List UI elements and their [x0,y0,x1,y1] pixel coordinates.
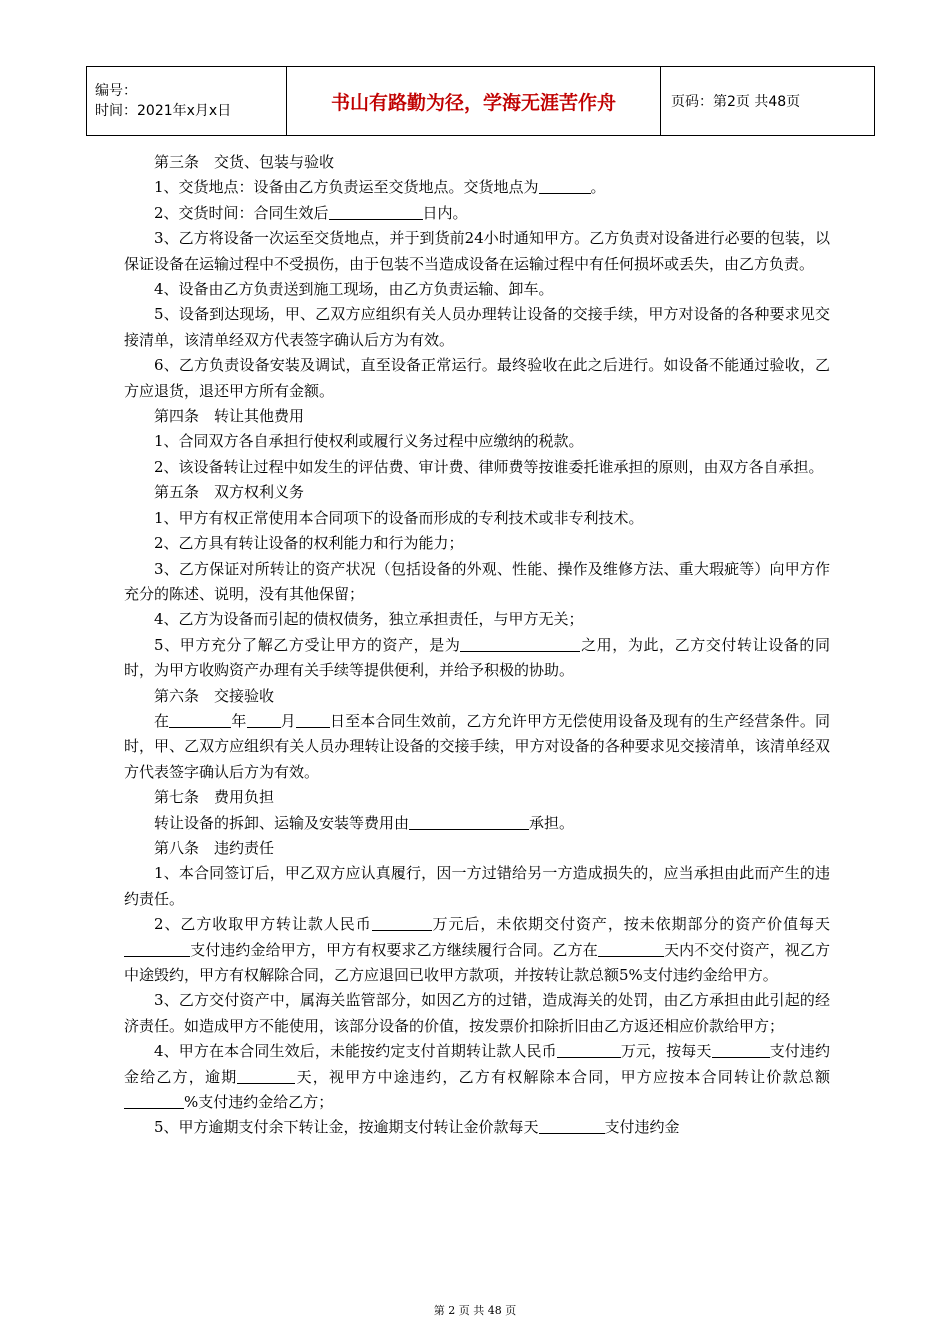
clause-paragraph [124,175,830,200]
fill-in-blank [296,712,330,728]
paragraph-text: 4、甲方在本合同生效后，未能按约定支付首期转让款人民币 [154,1042,557,1061]
clause-paragraph [124,531,830,556]
paragraph-text: 月 [280,711,296,730]
paragraph-text: 之用，为此，乙方交付转让设备的同时，为甲方收购资产办理有关手续等提供便利，并给予积极的协助。 [124,635,830,680]
page-footer: 第 2 页 共 48 页 [433,1304,517,1317]
paragraph-text: 3、乙方交付资产中，属海关监管部分，如因乙方的过错，造成海关的处罚，由乙方承担由此引起的经济责任。如造成甲方不能使用，该部分设备的价值，按发票价扣除折旧由乙方返还相应价款给甲方； [124,991,830,1035]
fill-in-blank [372,915,432,931]
fill-in-blank [712,1042,770,1058]
clause-paragraph [124,557,830,608]
fill-in-blank [539,178,591,194]
clause-paragraph [124,811,830,836]
paragraph-text: 2、该设备转让过程中如发生的评估费、审计费、律师费等按谁委托谁承担的原则，由双方各自承担。 [154,457,824,476]
fill-in-blank [557,1042,621,1058]
paragraph-text: 3、乙方将设备一次运至交货地点，并于到货前24小时通知甲方。乙方负责对设备进行必要的包装，以保证设备在运输过程中不受损伤，由于包装不当造成设备在运输过程中有任何损坏或丢失，由乙方负责。 [124,229,830,273]
paragraph-text: 。 [590,178,606,197]
document-time-label: 时间：2021年x月x日 [95,103,232,119]
clause-paragraph [124,455,830,480]
fill-in-blank [329,204,423,220]
paragraph-text: 第七条 费用负担 [154,788,275,807]
document-number-label: 编号： [95,83,137,99]
paragraph-text: 第八条 违约责任 [154,838,275,857]
fill-in-blank [539,1118,605,1134]
page-number-label: 页码：第2页 共48页 [671,94,801,110]
fill-in-blank [460,636,580,652]
clause-paragraph [124,633,830,684]
clause-paragraph [124,201,830,226]
fill-in-blank [247,712,281,728]
paragraph-text: 1、甲方有权正常使用本合同项下的设备而形成的专利技术或非专利技术。 [154,508,644,527]
paragraph-text: 第五条 双方权利义务 [154,483,305,502]
fill-in-blank [598,941,664,957]
page-header [86,66,875,136]
paragraph-text: 2、乙方收取甲方转让款人民币 [154,915,372,934]
clause-paragraph [124,277,830,302]
paragraph-text: 5、甲方逾期支付余下转让金，按逾期支付转让金价款每天 [154,1118,539,1137]
paragraph-text: 1、本合同签订后，甲乙双方应认真履行，因一方过错给另一方造成损失的，应当承担由此而产生的违约责任。 [124,864,830,908]
paragraph-text: 第六条 交接验收 [154,686,275,705]
clause-paragraph [124,988,830,1039]
paragraph-text: 2、交货时间：合同生效后 [154,203,329,222]
clause-paragraph [124,1115,830,1140]
paragraph-text: 5、设备到达现场，甲、乙双方应组织有关人员办理转让设备的交接手续，甲方对设备的各种要求见交接清单，该清单经双方代表签字确认后方为有效。 [124,305,830,349]
paragraph-text: 1、合同双方各自承担行使权利或履行义务过程中应缴纳的税款。 [154,432,584,451]
article-heading [124,404,830,429]
paragraph-text: 天内不交付资产，视乙方中途毁约，甲方有权解除合同，乙方应退回已收甲方款项，并按转让款总额5%支付违约金给甲方。 [124,940,830,984]
paragraph-text: 4、乙方为设备而引起的债权债务，独立承担责任，与甲方无关； [154,610,584,629]
paragraph-text: 万元，按每天 [620,1042,712,1061]
paragraph-text: 日至本合同生效前，乙方允许甲方无偿使用设备及现有的生产经营条件。同时，甲、乙双方应组织有关人员办理转让设备的交接手续，甲方对设备的各种要求见交接清单，该清单经双方代表签字确认后方为有效。 [124,711,830,781]
paragraph-text: 支付违约金 [604,1118,680,1137]
paragraph-text: 5、甲方充分了解乙方受让甲方的资产，是为 [154,635,461,654]
paragraph-text: 转让设备的拆卸、运输及安装等费用由 [154,813,410,832]
header-page-info [661,67,874,135]
header-meta [87,67,287,135]
clause-paragraph [124,429,830,454]
paragraph-text: 承担。 [529,813,575,832]
paragraph-text: 年 [231,711,247,730]
paragraph-text: 支付违约金给乙方，逾期 [124,1042,830,1086]
fill-in-blank [124,941,190,957]
clause-paragraph [124,302,830,353]
clause-paragraph [124,1039,830,1115]
paragraph-text: 支付违约金给甲方，甲方有权要求乙方继续履行合同。乙方在 [190,940,598,959]
clause-paragraph [124,709,830,785]
article-heading [124,785,830,810]
clause-paragraph [124,607,830,632]
article-heading [124,150,830,175]
paragraph-text: 万元后，未依期交付资产，按未依期部分的资产价值每天 [431,915,830,934]
paragraph-text: 天，视甲方中途违约，乙方有权解除本合同，甲方应按本合同转让价款总额 [295,1067,830,1086]
article-heading [124,684,830,709]
fill-in-blank [409,814,529,830]
paragraph-text: 第四条 转让其他费用 [154,407,305,426]
clause-paragraph [124,912,830,988]
paragraph-text: 1、交货地点：设备由乙方负责运至交货地点。交货地点为 [154,178,539,197]
clause-paragraph [124,226,830,277]
motto-text: 书山有路勤为径，学海无涯苦作舟 [330,91,616,114]
clause-paragraph [124,861,830,912]
contract-body [124,150,830,1141]
clause-paragraph [124,506,830,531]
clause-paragraph [124,353,830,404]
paragraph-text: 3、乙方保证对所转让的资产状况（包括设备的外观、性能、操作及维修方法、重大瑕疵等）向甲方作充分的陈述、说明，没有其他保留； [124,559,830,603]
fill-in-blank [237,1068,295,1084]
paragraph-text: 在 [154,711,170,730]
paragraph-text: 2、乙方具有转让设备的权利能力和行为能力； [154,534,464,553]
paragraph-text: 日内。 [422,203,468,222]
header-motto [287,67,661,135]
paragraph-text: 6、乙方负责设备安装及调试，直至设备正常运行。最终验收在此之后进行。如设备不能通过验收，乙方应退货，退还甲方所有金额。 [124,356,830,400]
fill-in-blank [169,712,231,728]
paragraph-text: %支付违约金给乙方； [184,1093,334,1112]
article-heading [124,480,830,505]
fill-in-blank [124,1093,184,1109]
paragraph-text: 第三条 交货、包装与验收 [154,153,335,171]
article-heading [124,836,830,861]
paragraph-text: 4、设备由乙方负责送到施工现场，由乙方负责运输、卸车。 [154,280,554,299]
